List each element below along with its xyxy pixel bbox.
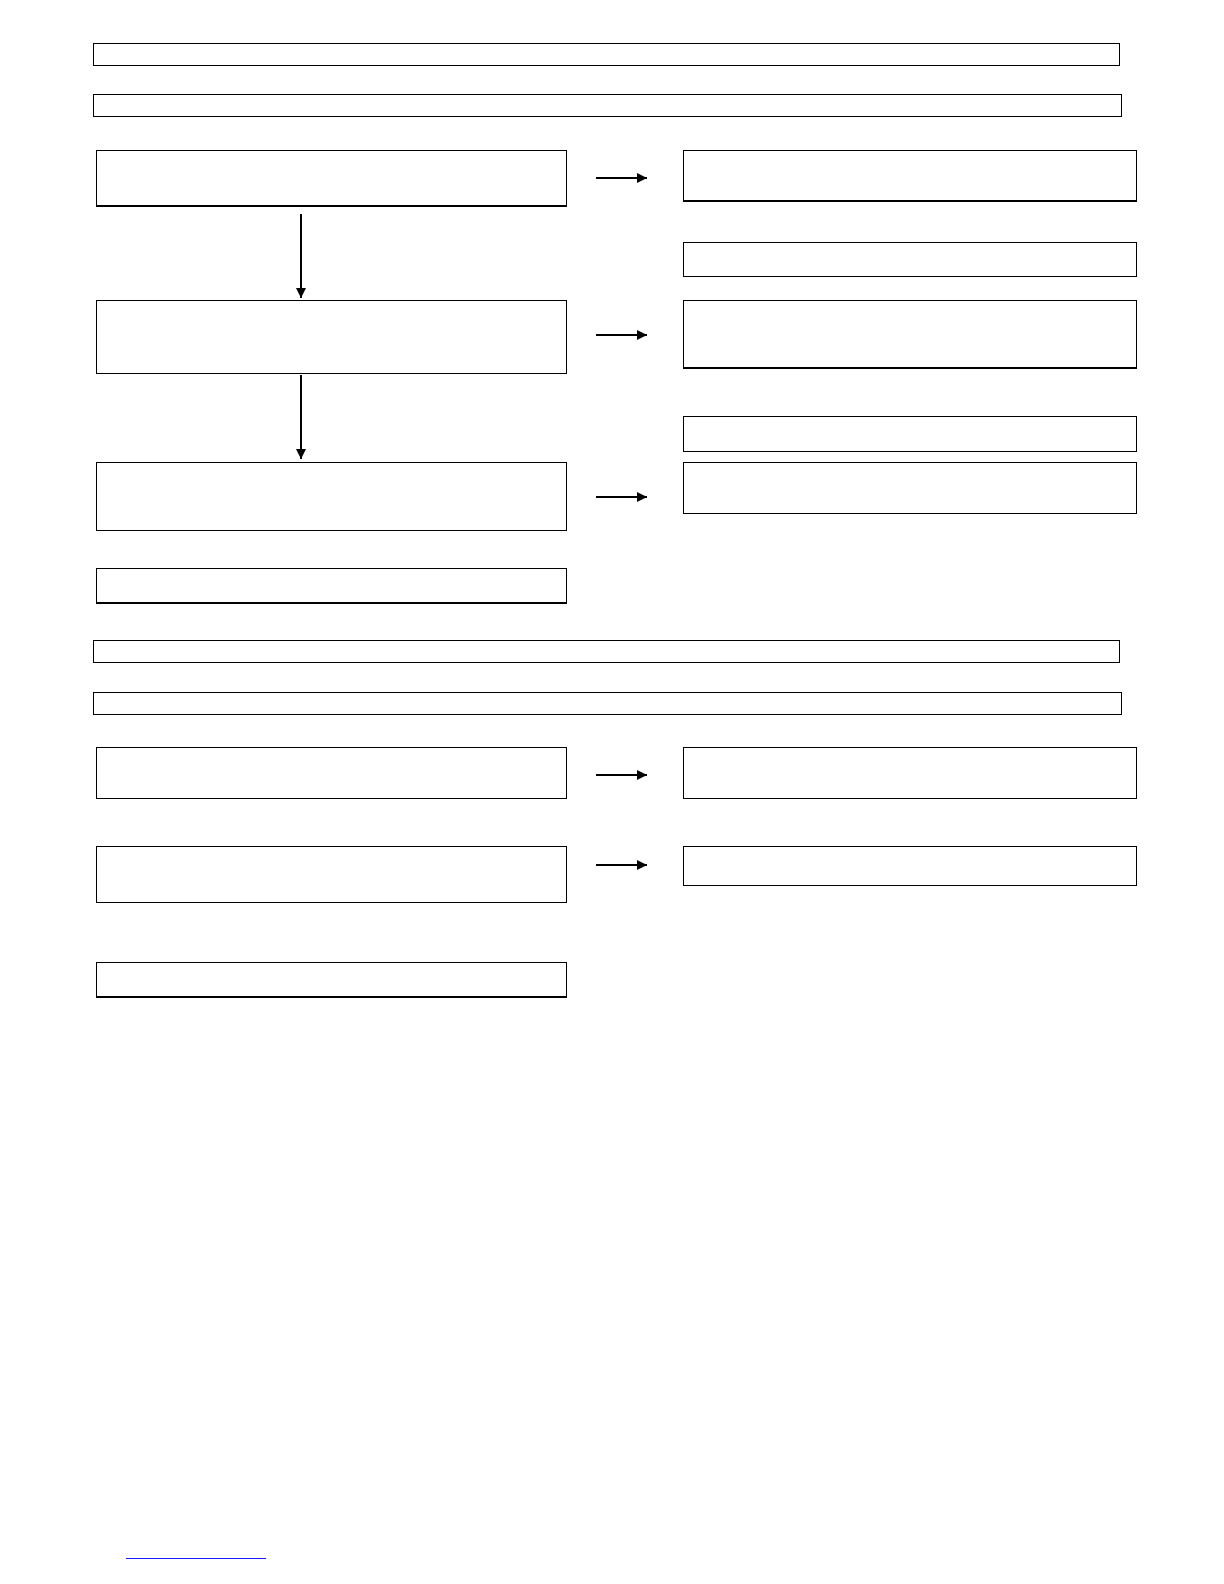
footer-link-underline [126, 1558, 266, 1559]
